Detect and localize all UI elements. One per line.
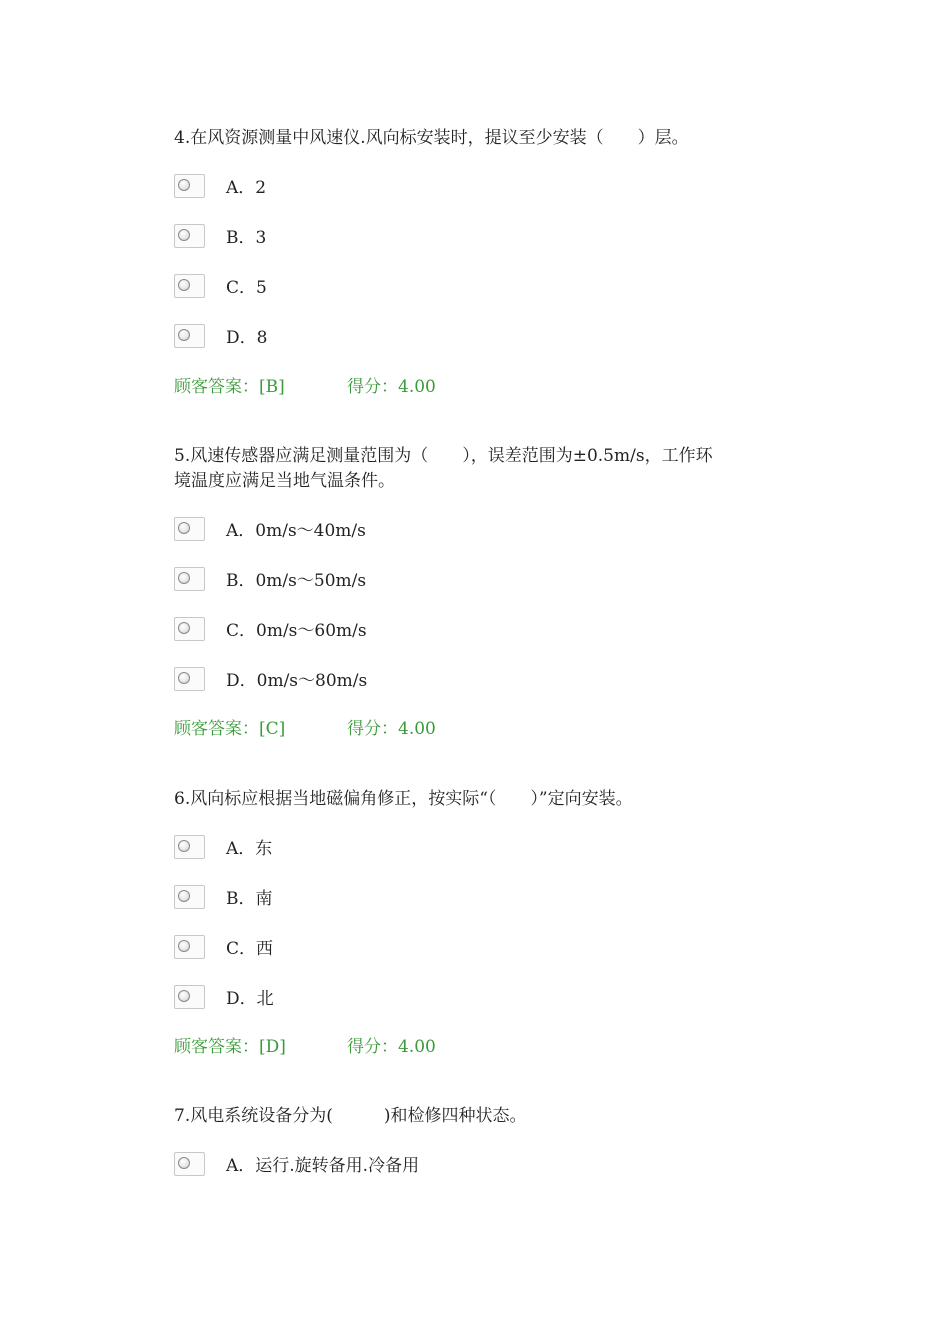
option-d[interactable]: [174, 324, 574, 352]
option-b[interactable]: [174, 224, 574, 252]
radio-icon: [178, 179, 190, 191]
radio-button[interactable]: [174, 835, 205, 859]
radio-icon: [178, 990, 190, 1002]
option-d[interactable]: [174, 985, 574, 1013]
option-a[interactable]: [174, 174, 574, 202]
radio-button[interactable]: [174, 885, 205, 909]
question-7: [174, 1104, 784, 1176]
radio-button[interactable]: [174, 667, 205, 691]
option-label: B．3: [226, 228, 267, 248]
option-c[interactable]: [174, 935, 574, 963]
score: 得分：4.00: [347, 1037, 436, 1057]
option-d[interactable]: [174, 667, 574, 695]
answer-line: [174, 1036, 436, 1058]
radio-icon: [178, 229, 190, 241]
customer-answer: 顾客答案：[B]: [174, 377, 285, 397]
radio-button[interactable]: [174, 985, 205, 1009]
customer-answer: 顾客答案：[D]: [174, 1037, 286, 1057]
question-5: [174, 444, 784, 739]
option-b[interactable]: [174, 885, 574, 913]
option-label: A．运行.旋转备用.冷备用: [226, 1156, 420, 1176]
radio-icon: [178, 622, 190, 634]
answer-line: [174, 718, 436, 740]
option-label: C．0m/s～60m/s: [226, 621, 367, 641]
option-b[interactable]: [174, 567, 574, 595]
option-label: C．西: [226, 939, 274, 959]
option-c[interactable]: [174, 274, 574, 302]
option-a[interactable]: [174, 517, 574, 545]
radio-icon: [178, 890, 190, 902]
option-label: A．东: [226, 839, 273, 859]
radio-button[interactable]: [174, 517, 205, 541]
option-label: B．0m/s～50m/s: [226, 571, 367, 591]
radio-button[interactable]: [174, 174, 205, 198]
question-6: [174, 787, 784, 1057]
radio-icon: [178, 279, 190, 291]
question-text-line-2: 境温度应满足当地气温条件。: [174, 471, 395, 491]
answer-line: [174, 376, 436, 398]
question-text-line-1: 5.风速传感器应满足测量范围为（ ），误差范围为±0.5m/s，工作环: [174, 446, 713, 466]
question-4: [174, 126, 784, 397]
radio-icon: [178, 840, 190, 852]
radio-icon: [178, 1157, 190, 1169]
score: 得分：4.00: [347, 377, 436, 397]
option-label: A．2: [226, 178, 267, 198]
option-c[interactable]: [174, 617, 574, 645]
radio-icon: [178, 940, 190, 952]
question-text: 7.风电系统设备分为( )和检修四种状态。: [174, 1106, 527, 1126]
radio-button[interactable]: [174, 1152, 205, 1176]
option-label: C．5: [226, 278, 267, 298]
question-text: 4.在风资源测量中风速仪.风向标安装时，提议至少安装（ ）层。: [174, 128, 689, 148]
radio-icon: [178, 672, 190, 684]
option-a[interactable]: [174, 835, 574, 863]
score: 得分：4.00: [347, 719, 436, 739]
option-a[interactable]: [174, 1152, 574, 1180]
option-label: D．0m/s～80m/s: [226, 671, 368, 691]
option-label: B．南: [226, 889, 273, 909]
radio-icon: [178, 572, 190, 584]
radio-button[interactable]: [174, 935, 205, 959]
radio-icon: [178, 329, 190, 341]
option-label: D．北: [226, 989, 274, 1009]
radio-button[interactable]: [174, 567, 205, 591]
option-label: A．0m/s～40m/s: [226, 521, 366, 541]
customer-answer: 顾客答案：[C]: [174, 719, 286, 739]
question-text: 6.风向标应根据当地磁偏角修正，按实际“（ ）”定向安装。: [174, 789, 633, 809]
radio-button[interactable]: [174, 324, 205, 348]
radio-button[interactable]: [174, 224, 205, 248]
radio-icon: [178, 522, 190, 534]
radio-button[interactable]: [174, 617, 205, 641]
radio-button[interactable]: [174, 274, 205, 298]
option-label: D．8: [226, 328, 268, 348]
